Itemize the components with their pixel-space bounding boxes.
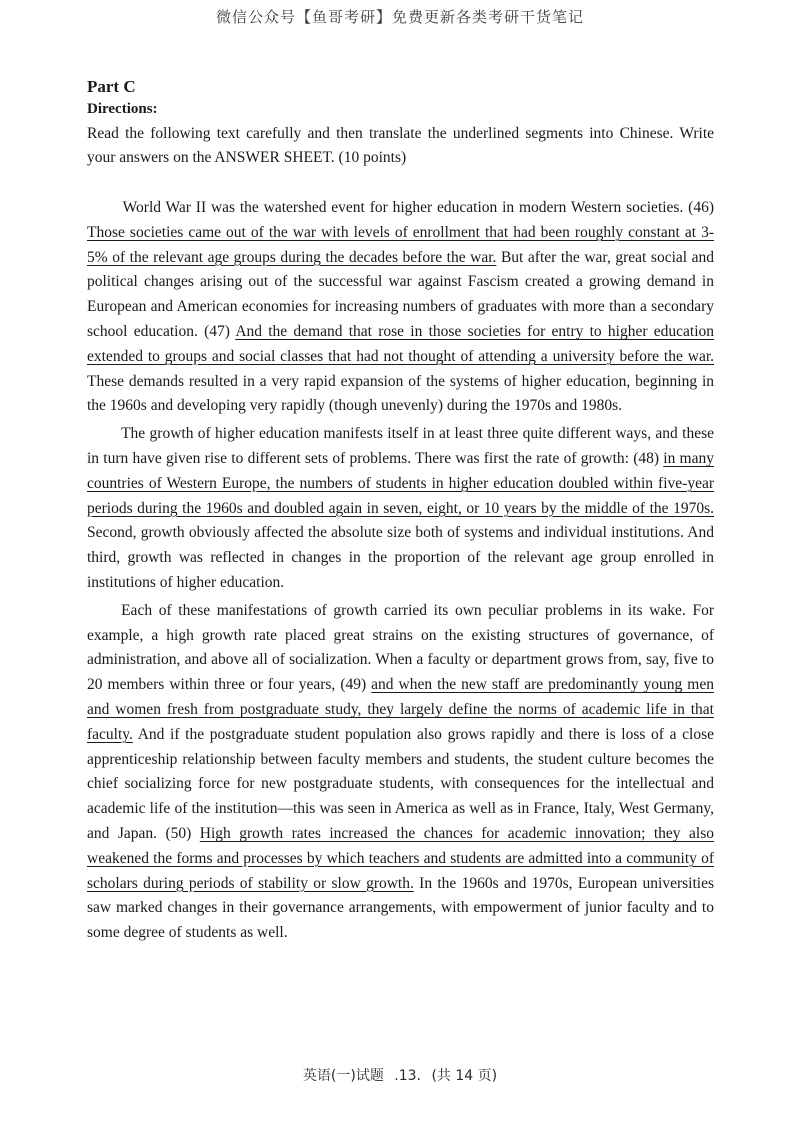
reading-passage <box>87 196 714 946</box>
plain-text: These demands resulted in a very rapid expansion of the systems of higher education, beginning in the 1960s and developing very rapidly (though unevenly) during the 1970s and 1980s. <box>87 372 714 415</box>
footer-subject: 英语(一)试题 <box>302 1068 384 1084</box>
plain-text: And if the postgraduate student population also grows rapidly and there is loss of a close apprenticeship relationship between faculty members and students, the student culture becomes the chief socializing force for new postgraduate students, with consequences for the intellectual and academic life of the institution—this was seen in America as well as in France, Italy, West Germany, and Japan. (50) <box>87 725 714 842</box>
directions-text: Read the following text carefully and then translate the underlined segments into Chinese. Write your answers on the ANSWER SHEET. (10 points) <box>87 125 714 166</box>
passage-paragraph-3 <box>87 599 714 946</box>
page-footer <box>0 1065 800 1085</box>
plain-text: World War II was the watershed event for higher education in modern Western societies. (46) <box>122 199 714 216</box>
footer-total-pages: (共 14 页) <box>431 1068 498 1084</box>
underlined-segment-46: Those societies came out of the war with levels of enrollment that had been roughly constant at 3-5% of the relevant age groups during the decades before the war. <box>87 223 714 266</box>
passage-paragraph-2 <box>87 422 714 596</box>
underlined-segment-47: And the demand that rose in those societies for entry to higher education extended to groups and social classes that had not thought of attending a university before the war. <box>87 322 714 365</box>
plain-text: Each of these manifestations of growth carried its own peculiar problems in its wake. For example, a high growth rate placed great strains on the existing structures of governance, of administration, and above all of socialization. When a faculty or department grows from, say, five to 20 members within three or four years, (49) <box>87 601 714 694</box>
passage-paragraph-1 <box>87 196 714 419</box>
section-title: Part C <box>87 77 136 96</box>
exam-section <box>87 76 714 949</box>
underlined-segment-48: in many countries of Western Europe, the numbers of students in higher education doubled within five-year periods during the 1960s and doubled again in seven, eight, or 10 years by the middle of the 1970s. <box>87 449 714 517</box>
plain-text: The growth of higher education manifests itself in at least three quite different ways, and these in turn have given rise to different sets of problems. There was first the rate of growth: (48) <box>87 425 714 467</box>
plain-text: But after the war, great social and political changes arising out of the successful war against Fascism created a growing demand in European and American economies for increasing numbers of graduates with more than a secondary school education. (47) <box>87 248 714 340</box>
plain-text: Second, growth obviously affected the absolute size both of systems and individual institutions. And third, growth was reflected in changes in the proportion of the relevant age group enrolled in institutions of higher education. <box>87 524 714 591</box>
watermark-header: 微信公众号【鱼哥考研】免费更新各类考研干货笔记 <box>215 8 584 26</box>
plain-text: In the 1960s and 1970s, European universities saw marked changes in their governance arrangements, with empowerment of junior faculty and to some degree of students as well. <box>87 874 715 942</box>
underlined-segment-50: High growth rates increased the chances for academic innovation; they also weakened the forms and processes by which teachers and students are admitted into a community of scholars during periods of stability or slow growth. <box>87 824 714 892</box>
footer-page-number: .13. <box>394 1068 421 1084</box>
underlined-segment-49: and when the new staff are predominantly young men and women fresh from postgraduate study, they largely define the norms of academic life in that faculty. <box>87 676 714 743</box>
directions-label: Directions: <box>87 101 158 117</box>
